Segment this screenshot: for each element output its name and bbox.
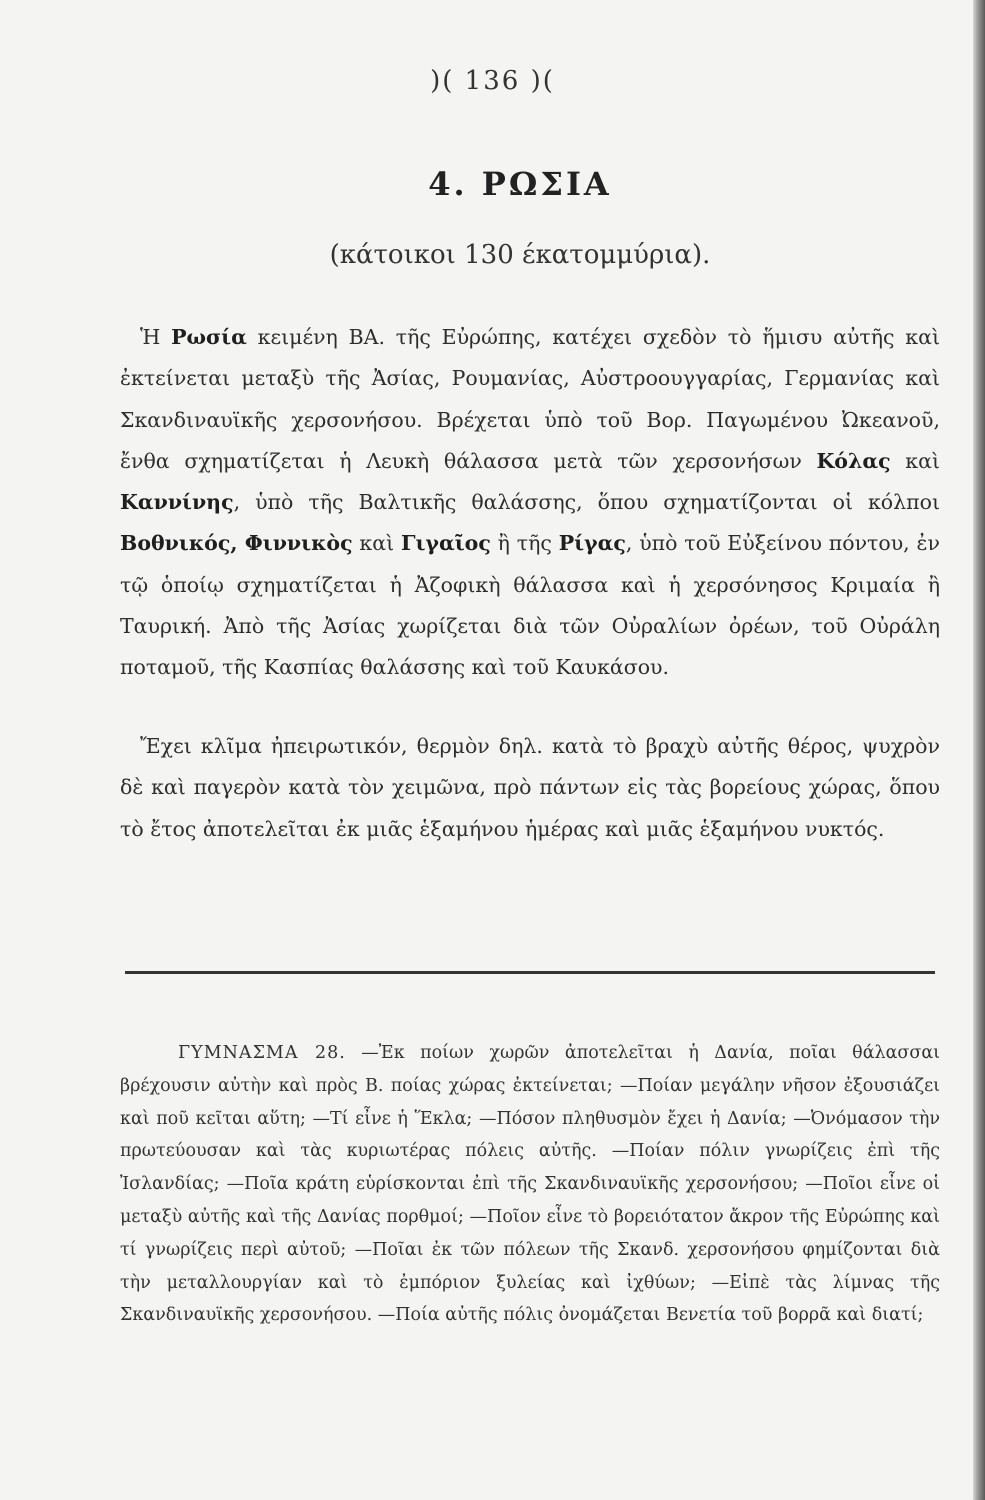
text-run: κειμένη ΒΑ. τῆς Εὐρώπης, κατέχει σχεδὸν τὸ ἥμισυ αὐτῆς καὶ ἐκτείνεται μεταξὺ τῆς Ἀσίας, Ρουμανίας, Αὐστροουγγαρίας, Γερμανίας καὶ Σκανδιναυϊκῆς χερσονήσου. Βρέχεται ὑπὸ τοῦ Βορ. Παγωμένου Ὠκεανοῦ, ἔνθα σχηματίζεται ἡ Λευκὴ θάλασσα μετὰ τῶν χερσονήσων	[120, 325, 940, 473]
text-run: , ὑπὸ τῆς Βαλτικῆς θαλάσσης, ὅπου σχηματίζονται οἱ κόλποι	[233, 490, 940, 515]
bold-term: Κόλας	[816, 448, 891, 473]
body-paragraph-1	[120, 317, 940, 689]
text-run: καὶ	[890, 448, 940, 473]
text-run: ἢ τῆς	[490, 531, 559, 556]
body-paragraph-2: Ἔχει κλῖμα ἠπειρωτικόν, θερμὸν δηλ. κατὰ τὸ βραχὺ αὐτῆς θέρος, ψυχρὸν δὲ καὶ παγερὸν κατὰ τὸν χειμῶνα, πρὸ πάντων εἰς τὰς βορείους χώρας, ὅπου τὸ ἔτος ἀποτελεῖται ἐκ μιᾶς ἑξαμήνου ἡμέρας καὶ μιᾶς ἑξαμήνου νυκτός.	[120, 734, 940, 841]
text-run: Ἡ	[140, 325, 172, 349]
bold-term: Βοθνικός, Φιννικὸς	[120, 531, 353, 556]
page-number: )( 136 )(	[430, 66, 555, 96]
exercise-text: —Ἐκ ποίων χωρῶν ἀποτελεῖται ἡ Δανία, ποῖαι θάλασσαι βρέχουσιν αὐτὴν καὶ πρὸς Β. ποίας χώρας ἐκτείνεται; —Ποίαν μεγάλην νῆσον ἐξουσιάζει καὶ ποῦ κεῖται αὕτη; —Τί εἶνε ἡ Ἕκλα; —Πόσον πληθυσμὸν ἔχει ἡ Δανία; —Ὀνόμασον τὴν πρωτεύουσαν καὶ τὰς κυριωτέρας πόλεις αὐτῆς. —Ποίαν πόλιν γνωρίζεις ἐπὶ τῆς Ἰσλανδίας; —Ποῖα κράτη εὑρίσκονται ἐπὶ τῆς Σκανδιναυϊκῆς χερσονήσου; —Ποῖοι εἶνε οἱ μεταξὺ αὐτῆς καὶ τῆς Δανίας πορθμοί; —Ποῖον εἶνε τὸ βορειότατον ἄκρον τῆς Εὐρώπης καὶ τί γνωρίζεις περὶ αὐτοῦ; —Ποῖαι ἐκ τῶν πόλεων τῆς Σκανδ. χερσονήσου φημίζονται διὰ τὴν μεταλλουργίαν καὶ τὸ ἐμπόριον ξυλείας καὶ ἰχθύων; —Εἰπὲ τὰς λίμνας τῆς Σκανδιναυϊκῆς χερσονήσου. —Ποία αὐτῆς πόλις ὀνομάζεται Βενετία τοῦ βορρᾶ καὶ διατί;	[120, 1043, 940, 1326]
text-run: , ὑπὸ τοῦ Εὐξείνου πόντου, ἐν τῷ ὁποίῳ σχηματίζεται ἡ Ἀζοφικὴ θάλασσα καὶ ἡ χερσόνησος Κριμαία ἢ Ταυρική. Ἀπὸ τῆς Ἀσίας χωρίζεται διὰ τῶν Οὐραλίων ὀρέων, τοῦ Οὐράλη ποταμοῦ, τῆς Κασπίας θαλάσσης καὶ τοῦ Καυκάσου.	[120, 531, 940, 680]
bold-term: Καννίνης	[120, 490, 234, 515]
bold-term: Ρίγας	[558, 531, 626, 556]
exercise-label: ΓΥΜΝΑΣΜΑ 28.	[178, 1043, 346, 1063]
page-edge	[973, 0, 985, 1500]
chapter-title: 4. ΡΩΣΙΑ	[428, 165, 612, 203]
bold-term: Ρωσία	[171, 325, 247, 349]
chapter-subtitle: (κάτοικοι 130 έκατομμύρια).	[329, 240, 711, 270]
text-run: καὶ	[352, 531, 401, 556]
section-divider	[125, 971, 935, 974]
exercise-block	[120, 1037, 940, 1332]
bold-term: Γιγαῖος	[400, 531, 491, 556]
